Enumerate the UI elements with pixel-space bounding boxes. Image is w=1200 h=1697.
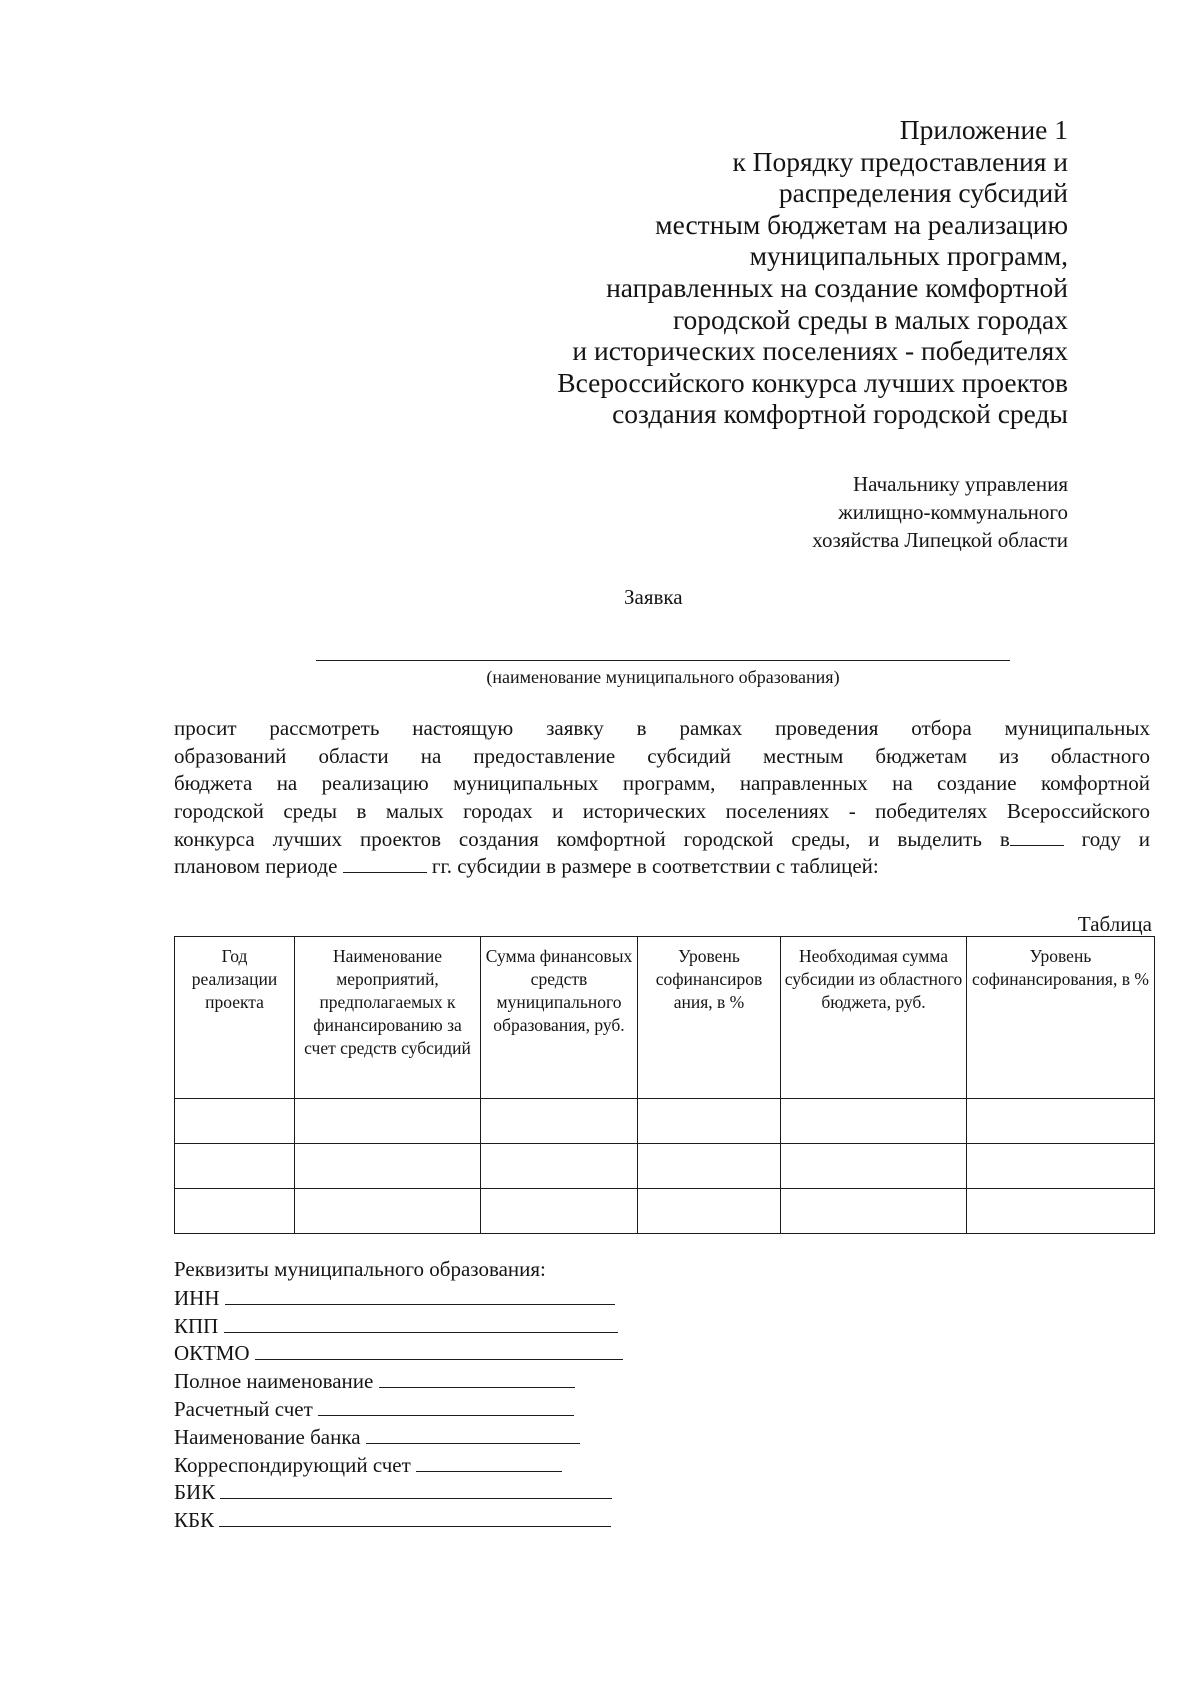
bik-field[interactable] bbox=[220, 1478, 612, 1499]
table-cell[interactable] bbox=[638, 1144, 781, 1189]
requisite-label: Корреспондирующий счет bbox=[174, 1452, 411, 1477]
table-cell[interactable] bbox=[481, 1189, 638, 1234]
table-cell[interactable] bbox=[175, 1189, 295, 1234]
table-cell[interactable] bbox=[295, 1144, 481, 1189]
table-cell[interactable] bbox=[967, 1144, 1155, 1189]
subsidy-table bbox=[174, 936, 1155, 1234]
full-name-field[interactable] bbox=[379, 1367, 575, 1388]
paragraph-line: просит рассмотреть настоящую заявку в рамках проведения отбора муниципальных bbox=[174, 716, 1150, 740]
table-row bbox=[175, 1099, 1155, 1144]
header-cofinancing-level: Уровень софинансиров ания, в % bbox=[638, 937, 781, 1099]
requisites-block bbox=[174, 1256, 623, 1534]
paragraph-text: плановом периоде bbox=[174, 854, 338, 879]
appendix-line: направленных на создание комфортной bbox=[606, 271, 1068, 303]
inn-field[interactable] bbox=[225, 1284, 615, 1305]
table-cell[interactable] bbox=[175, 1099, 295, 1144]
paragraph-text: конкурса лучших проектов создания комфортной городской среды, и выделить в bbox=[174, 826, 1010, 851]
appendix-line: городской среды в малых городах bbox=[672, 303, 1068, 335]
table-cell[interactable] bbox=[481, 1144, 638, 1189]
appendix-header bbox=[368, 114, 1068, 430]
requisite-kpp bbox=[174, 1312, 623, 1340]
header-cofinancing-level-2: Уровень софинансирования, в % bbox=[967, 937, 1155, 1099]
municipality-name-field[interactable] bbox=[316, 660, 1010, 661]
table-cell[interactable] bbox=[295, 1099, 481, 1144]
table-cell[interactable] bbox=[781, 1189, 967, 1234]
requisite-label: Наименование банка bbox=[174, 1424, 361, 1449]
table-cell[interactable] bbox=[781, 1099, 967, 1144]
table-cell[interactable] bbox=[638, 1189, 781, 1234]
requisite-kbk bbox=[174, 1506, 623, 1534]
addressee-block bbox=[568, 470, 1068, 554]
paragraph-line-with-year-blank bbox=[174, 826, 1150, 854]
appendix-line: местным бюджетам на реализацию bbox=[655, 208, 1068, 240]
appendix-line: создания комфортной городской среды bbox=[612, 398, 1068, 430]
municipality-name-caption: (наименование муниципального образования) bbox=[486, 667, 840, 687]
requisite-bank-name bbox=[174, 1423, 623, 1451]
requisite-label: КБК bbox=[174, 1508, 215, 1533]
table-cell[interactable] bbox=[295, 1189, 481, 1234]
addressee-line: Начальнику управления bbox=[852, 472, 1068, 496]
paragraph-line: образований области на предоставление субсидий местным бюджетам из областного bbox=[174, 743, 1150, 768]
requisite-label: Расчетный счет bbox=[174, 1396, 313, 1421]
header-municipal-funds: Сумма финансовых средств муниципального образования, руб. bbox=[481, 937, 638, 1099]
requisite-label: Полное наименование bbox=[174, 1369, 374, 1394]
requisite-label: ИНН bbox=[174, 1285, 220, 1310]
appendix-line: и исторических поселениях - победителях bbox=[572, 335, 1068, 367]
table-caption: Таблица bbox=[1077, 912, 1152, 936]
account-field[interactable] bbox=[318, 1395, 574, 1416]
table-cell[interactable] bbox=[967, 1189, 1155, 1234]
appendix-line: Приложение 1 bbox=[899, 114, 1068, 145]
year-blank-field[interactable] bbox=[1010, 827, 1064, 846]
table-row bbox=[175, 1144, 1155, 1189]
addressee-line: хозяйства Липецкой области bbox=[812, 528, 1068, 552]
appendix-line: муниципальных программ, bbox=[749, 240, 1068, 272]
header-activities: Наименование мероприятий, предполагаемых к финансированию за счет средств субсидий bbox=[295, 937, 481, 1099]
paragraph-text: гг. субсидии в размере в соответствии с таблицей: bbox=[431, 854, 879, 879]
oktmo-field[interactable] bbox=[255, 1339, 623, 1360]
header-required-subsidy: Необходимая сумма субсидии из областного бюджета, руб. bbox=[781, 937, 967, 1099]
requisites-title: Реквизиты муниципального образования: bbox=[174, 1257, 546, 1281]
requisite-label: БИК bbox=[174, 1480, 216, 1505]
header-project-year: Год реализации проекта bbox=[175, 937, 295, 1099]
request-paragraph bbox=[174, 715, 1150, 881]
requisite-label: КПП bbox=[174, 1313, 219, 1338]
paragraph-line: городской среды в малых городах и исторических поселениях - победителях Всероссийского bbox=[174, 799, 1150, 824]
table-header-row bbox=[175, 937, 1155, 1099]
table-cell[interactable] bbox=[175, 1144, 295, 1189]
requisite-correspondent-account bbox=[174, 1451, 623, 1479]
table-cell[interactable] bbox=[967, 1099, 1155, 1144]
appendix-line: к Порядку предоставления и bbox=[732, 145, 1068, 177]
document-title: Заявка bbox=[624, 585, 683, 609]
requisite-full-name bbox=[174, 1367, 623, 1395]
requisite-oktmo bbox=[174, 1339, 623, 1367]
table-cell[interactable] bbox=[481, 1099, 638, 1144]
correspondent-account-field[interactable] bbox=[416, 1451, 562, 1472]
period-blank-field[interactable] bbox=[343, 854, 427, 873]
paragraph-line-with-period-blank bbox=[174, 853, 1150, 881]
table-row bbox=[175, 1189, 1155, 1234]
table-cell[interactable] bbox=[638, 1099, 781, 1144]
paragraph-text: году и bbox=[1081, 826, 1150, 851]
kbk-field[interactable] bbox=[219, 1506, 611, 1527]
paragraph-line: бюджета на реализацию муниципальных программ, направленных на создание комфортной bbox=[174, 771, 1150, 796]
addressee-line: жилищно-коммунального bbox=[838, 500, 1068, 524]
requisite-inn bbox=[174, 1284, 623, 1312]
requisite-bik bbox=[174, 1478, 623, 1506]
requisite-account bbox=[174, 1395, 623, 1423]
requisite-label: ОКТМО bbox=[174, 1341, 250, 1366]
appendix-line: распределения субсидий bbox=[778, 177, 1068, 209]
bank-name-field[interactable] bbox=[366, 1423, 580, 1444]
kpp-field[interactable] bbox=[224, 1312, 618, 1333]
appendix-line: Всероссийского конкурса лучших проектов bbox=[557, 366, 1068, 398]
table-cell[interactable] bbox=[781, 1144, 967, 1189]
